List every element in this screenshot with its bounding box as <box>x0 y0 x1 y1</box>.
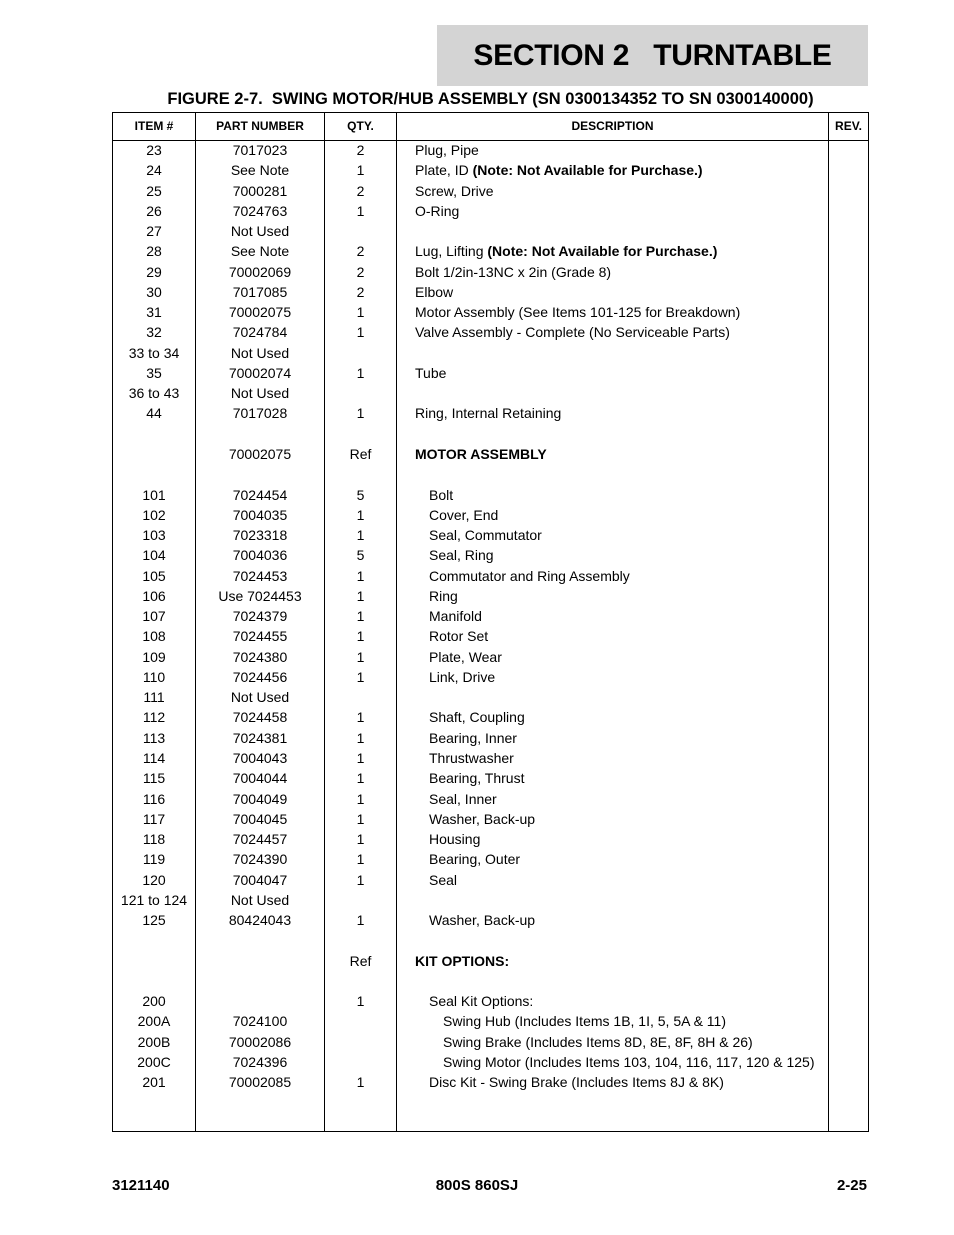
part-number: 7023318 <box>232 527 288 544</box>
description-text: Lug, Lifting <box>415 243 488 260</box>
description-note: (Note: Not Available for Purchase.) <box>472 162 703 179</box>
quantity: 5 <box>356 486 365 503</box>
quantity: 1 <box>356 810 365 827</box>
header-item: ITEM # <box>134 119 174 133</box>
part-number: 7017028 <box>232 405 288 422</box>
description-note: KIT OPTIONS: <box>415 952 510 969</box>
description-text: Bearing, Inner <box>429 729 517 746</box>
description <box>415 283 453 301</box>
quantity: 1 <box>356 871 365 888</box>
part-number: 7024763 <box>232 202 288 219</box>
quantity: 1 <box>356 364 365 381</box>
table-row <box>113 931 868 951</box>
description <box>443 1012 726 1030</box>
description-text: Shaft, Coupling <box>429 709 525 726</box>
description <box>429 486 453 504</box>
description-text: Bolt <box>429 486 454 503</box>
table-row <box>113 425 868 445</box>
item-number: 200C <box>137 1053 171 1070</box>
table-row <box>113 871 868 891</box>
item-number: 104 <box>142 547 166 564</box>
quantity: 2 <box>356 142 365 158</box>
part-number: 7024381 <box>232 729 288 746</box>
description <box>429 992 533 1010</box>
description-text: Swing Motor (Includes Items 103, 104, 116, 117, 120 & 125) <box>443 1053 815 1070</box>
part-number: 7024456 <box>232 668 288 685</box>
table-row <box>113 344 868 364</box>
item-number: 115 <box>142 770 166 787</box>
table-row <box>113 891 868 911</box>
part-number: 70002075 <box>228 445 292 462</box>
table-row <box>113 567 868 587</box>
description-text: Link, Drive <box>429 668 496 685</box>
table-row <box>113 587 868 607</box>
part-number: Not Used <box>230 689 290 706</box>
description <box>415 323 730 341</box>
description-text: Valve Assembly - Complete (No Serviceable Parts) <box>415 324 730 341</box>
item-number: 107 <box>142 608 166 625</box>
description <box>429 911 535 929</box>
quantity: 1 <box>356 202 365 219</box>
description <box>429 506 498 524</box>
description <box>415 952 509 970</box>
description-note: MOTOR ASSEMBLY <box>415 445 547 462</box>
description-text: Swing Brake (Includes Items 8D, 8E, 8F, 8H & 26) <box>443 1033 753 1050</box>
table-row <box>113 445 868 465</box>
part-number: 7024379 <box>232 608 288 625</box>
item-number: 116 <box>142 790 166 807</box>
table-row <box>113 506 868 526</box>
quantity: 1 <box>356 608 365 625</box>
item-number: 111 <box>143 689 165 706</box>
part-number: 7004043 <box>232 749 288 766</box>
item-number: 118 <box>142 831 166 848</box>
part-number: See Note <box>230 243 290 260</box>
table-row <box>113 1033 868 1053</box>
item-number: 109 <box>142 648 166 665</box>
part-number: 7000281 <box>232 182 288 199</box>
part-number: 7017085 <box>232 283 288 300</box>
description-text: Rotor Set <box>429 628 489 645</box>
item-number: 106 <box>142 587 166 604</box>
item-number: 24 <box>146 162 162 179</box>
part-number: 7017023 <box>232 142 288 158</box>
description-text: Plug, Pipe <box>415 142 479 158</box>
description-text: Elbow <box>415 283 454 300</box>
description <box>429 769 524 787</box>
table-row <box>113 283 868 303</box>
description <box>429 546 494 564</box>
item-number: 30 <box>146 283 162 300</box>
table-row <box>113 1073 868 1093</box>
quantity: 1 <box>356 567 365 584</box>
description <box>429 871 457 889</box>
table-row <box>113 648 868 668</box>
part-number: 7024457 <box>232 831 288 848</box>
part-number: 7024396 <box>232 1053 288 1070</box>
parts-table <box>112 112 869 1132</box>
quantity: 1 <box>356 709 365 726</box>
quantity: 1 <box>356 162 365 179</box>
item-number: 117 <box>142 810 166 827</box>
description-text: Housing <box>429 831 481 848</box>
item-number: 200A <box>137 1013 171 1030</box>
item-number: 26 <box>146 202 162 219</box>
quantity: Ref <box>349 952 372 969</box>
item-number: 121 to 124 <box>120 891 188 908</box>
part-number: 70002075 <box>228 304 292 321</box>
description <box>415 242 717 260</box>
description-text: Seal, Ring <box>429 547 494 564</box>
table-row <box>113 202 868 222</box>
table-row <box>113 465 868 485</box>
table-row <box>113 364 868 384</box>
item-number: 32 <box>146 324 162 341</box>
description <box>415 404 561 422</box>
quantity: 1 <box>356 506 365 523</box>
part-number: 7004045 <box>232 810 288 827</box>
part-number: 7024455 <box>232 628 288 645</box>
part-number: 7004049 <box>232 790 288 807</box>
part-number: 7024784 <box>232 324 288 341</box>
footer-doc-number: 3121140 <box>112 1177 170 1194</box>
section-header: SECTION 2 TURNTABLE <box>437 25 868 86</box>
quantity: 2 <box>356 243 365 260</box>
description-text: Washer, Back-up <box>429 810 536 827</box>
part-number: See Note <box>230 162 290 179</box>
quantity: 1 <box>356 304 365 321</box>
description <box>443 1053 814 1071</box>
description <box>429 708 525 726</box>
part-number: 7004044 <box>232 770 288 787</box>
description-text: Bearing, Thrust <box>429 770 525 787</box>
part-number: Not Used <box>230 344 290 361</box>
quantity: 2 <box>356 263 365 280</box>
quantity: 1 <box>356 1074 365 1091</box>
description <box>429 810 535 828</box>
quantity: 1 <box>356 912 365 929</box>
table-row <box>113 161 868 181</box>
table-row <box>113 323 868 343</box>
table-row <box>113 952 868 972</box>
part-number: 7004047 <box>232 871 288 888</box>
item-number: 113 <box>142 729 166 746</box>
table-row <box>113 222 868 242</box>
part-number: 70002086 <box>228 1033 292 1050</box>
quantity: Ref <box>349 445 372 462</box>
description-text: Bearing, Outer <box>429 851 521 868</box>
description <box>429 668 495 686</box>
description-text: Thrustwasher <box>429 749 514 766</box>
description-text: Bolt 1/2in-13NC x 2in (Grade 8) <box>415 263 612 280</box>
description <box>429 567 630 585</box>
footer-model: 800S 860SJ <box>435 1177 519 1194</box>
table-row <box>113 850 868 870</box>
table-row <box>113 627 868 647</box>
table-row <box>113 992 868 1012</box>
part-number: 80424043 <box>228 912 292 929</box>
description <box>443 1033 753 1051</box>
table-row <box>113 830 868 850</box>
table-body <box>113 141 868 1093</box>
description-text: Ring <box>429 587 458 604</box>
item-number: 102 <box>142 506 166 523</box>
quantity: 1 <box>356 587 365 604</box>
header-part-number: PART NUMBER <box>216 119 304 133</box>
quantity: 1 <box>356 628 365 645</box>
part-number: Not Used <box>230 891 290 908</box>
quantity: 1 <box>356 770 365 787</box>
item-number: 35 <box>146 364 162 381</box>
part-number: Not Used <box>230 223 290 240</box>
quantity: 1 <box>356 851 365 868</box>
quantity: 1 <box>356 648 365 665</box>
item-number: 44 <box>146 405 162 422</box>
table-row <box>113 790 868 810</box>
description <box>429 790 497 808</box>
table-header <box>113 113 868 141</box>
item-number: 25 <box>146 182 162 199</box>
item-number: 29 <box>146 263 162 280</box>
quantity: 1 <box>356 405 365 422</box>
description-text: Washer, Back-up <box>429 912 536 929</box>
description <box>429 749 514 767</box>
item-number: 103 <box>142 527 166 544</box>
item-number: 200B <box>137 1033 171 1050</box>
part-number: 7004036 <box>232 547 288 564</box>
table-row <box>113 546 868 566</box>
table-row <box>113 1053 868 1073</box>
quantity: 2 <box>356 182 365 199</box>
description-text: Cover, End <box>429 506 499 523</box>
part-number: Not Used <box>230 385 290 402</box>
quantity: 1 <box>356 668 365 685</box>
table-row <box>113 708 868 728</box>
description <box>429 627 488 645</box>
item-number: 120 <box>142 871 166 888</box>
item-number: 200 <box>142 993 166 1010</box>
description-text: Motor Assembly (See Items 101-125 for Breakdown) <box>415 304 741 321</box>
item-number: 110 <box>142 668 166 685</box>
part-number: 7004035 <box>232 506 288 523</box>
part-number: 7024380 <box>232 648 288 665</box>
description-text: Manifold <box>429 608 482 625</box>
part-number: 7024458 <box>232 709 288 726</box>
quantity: 1 <box>356 993 365 1010</box>
description-text: Seal, Inner <box>429 790 497 807</box>
table-row <box>113 810 868 830</box>
table-row <box>113 526 868 546</box>
description <box>429 850 520 868</box>
description-text: Seal, Commutator <box>429 527 542 544</box>
quantity: 1 <box>356 527 365 544</box>
part-number: 7024100 <box>232 1013 288 1030</box>
table-row <box>113 911 868 931</box>
description <box>415 303 740 321</box>
item-number: 105 <box>142 567 166 584</box>
item-number: 112 <box>142 709 166 726</box>
quantity: 5 <box>356 547 365 564</box>
part-number: 70002069 <box>228 263 292 280</box>
description <box>429 830 480 848</box>
description <box>429 587 458 605</box>
table-row <box>113 749 868 769</box>
item-number: 28 <box>146 243 162 260</box>
quantity: 2 <box>356 283 365 300</box>
quantity: 1 <box>356 729 365 746</box>
quantity: 1 <box>356 831 365 848</box>
item-number: 31 <box>146 304 162 321</box>
description <box>415 263 611 281</box>
item-number: 23 <box>146 142 162 158</box>
item-number: 108 <box>142 628 166 645</box>
description-note: (Note: Not Available for Purchase.) <box>487 243 718 260</box>
table-row <box>113 141 868 161</box>
description-text: Disc Kit - Swing Brake (Includes Items 8J & 8K) <box>429 1074 724 1091</box>
table-row <box>113 182 868 202</box>
part-number: 7024454 <box>232 486 288 503</box>
description <box>415 445 547 463</box>
quantity: 1 <box>356 324 365 341</box>
table-row <box>113 486 868 506</box>
table-row <box>113 972 868 992</box>
table-row <box>113 242 868 262</box>
quantity: 1 <box>356 749 365 766</box>
part-number: 7024390 <box>232 851 288 868</box>
header-qty: QTY. <box>347 119 374 133</box>
item-number: 114 <box>142 749 166 766</box>
table-row <box>113 668 868 688</box>
description <box>429 648 502 666</box>
part-number: 70002074 <box>228 364 292 381</box>
description-text: Seal <box>429 871 458 888</box>
description <box>429 1073 724 1091</box>
table-row <box>113 688 868 708</box>
description-text: Tube <box>415 364 447 381</box>
item-number: 119 <box>142 851 166 868</box>
description <box>429 607 482 625</box>
item-number: 201 <box>142 1074 166 1091</box>
description-text: Screw, Drive <box>415 182 494 199</box>
table-row <box>113 404 868 424</box>
item-number: 27 <box>146 223 162 240</box>
description-text: Swing Hub (Includes Items 1B, 1I, 5, 5A & 11) <box>443 1013 726 1030</box>
description-text: Commutator and Ring Assembly <box>429 567 630 584</box>
header-rev: REV. <box>835 119 862 133</box>
part-number: Use 7024453 <box>218 587 302 604</box>
description-text: Ring, Internal Retaining <box>415 405 562 422</box>
description-text: O-Ring <box>415 202 460 219</box>
table-row <box>113 769 868 789</box>
description <box>415 202 459 220</box>
item-number: 36 to 43 <box>128 385 180 402</box>
table-row <box>113 303 868 323</box>
table-row <box>113 263 868 283</box>
figure-title: FIGURE 2-7. SWING MOTOR/HUB ASSEMBLY (SN 0300134352 TO SN 0300140000) <box>167 90 814 108</box>
item-number: 33 to 34 <box>128 344 180 361</box>
description-text: Plate, ID <box>415 162 473 179</box>
description <box>415 182 494 200</box>
quantity: 1 <box>356 790 365 807</box>
description-text: Seal Kit Options: <box>429 993 534 1010</box>
description <box>429 729 517 747</box>
description <box>429 526 542 544</box>
part-number: 70002085 <box>228 1074 292 1091</box>
item-number: 125 <box>142 912 166 929</box>
description <box>415 141 479 159</box>
footer-page-number: 2-25 <box>836 1177 867 1194</box>
part-number: 7024453 <box>232 567 288 584</box>
description <box>415 364 446 382</box>
table-row <box>113 607 868 627</box>
header-description: DESCRIPTION <box>571 119 654 133</box>
description-text: Plate, Wear <box>429 648 502 665</box>
description <box>415 161 703 179</box>
table-row <box>113 729 868 749</box>
item-number: 101 <box>142 486 166 503</box>
table-row <box>113 384 868 404</box>
table-row <box>113 1012 868 1032</box>
